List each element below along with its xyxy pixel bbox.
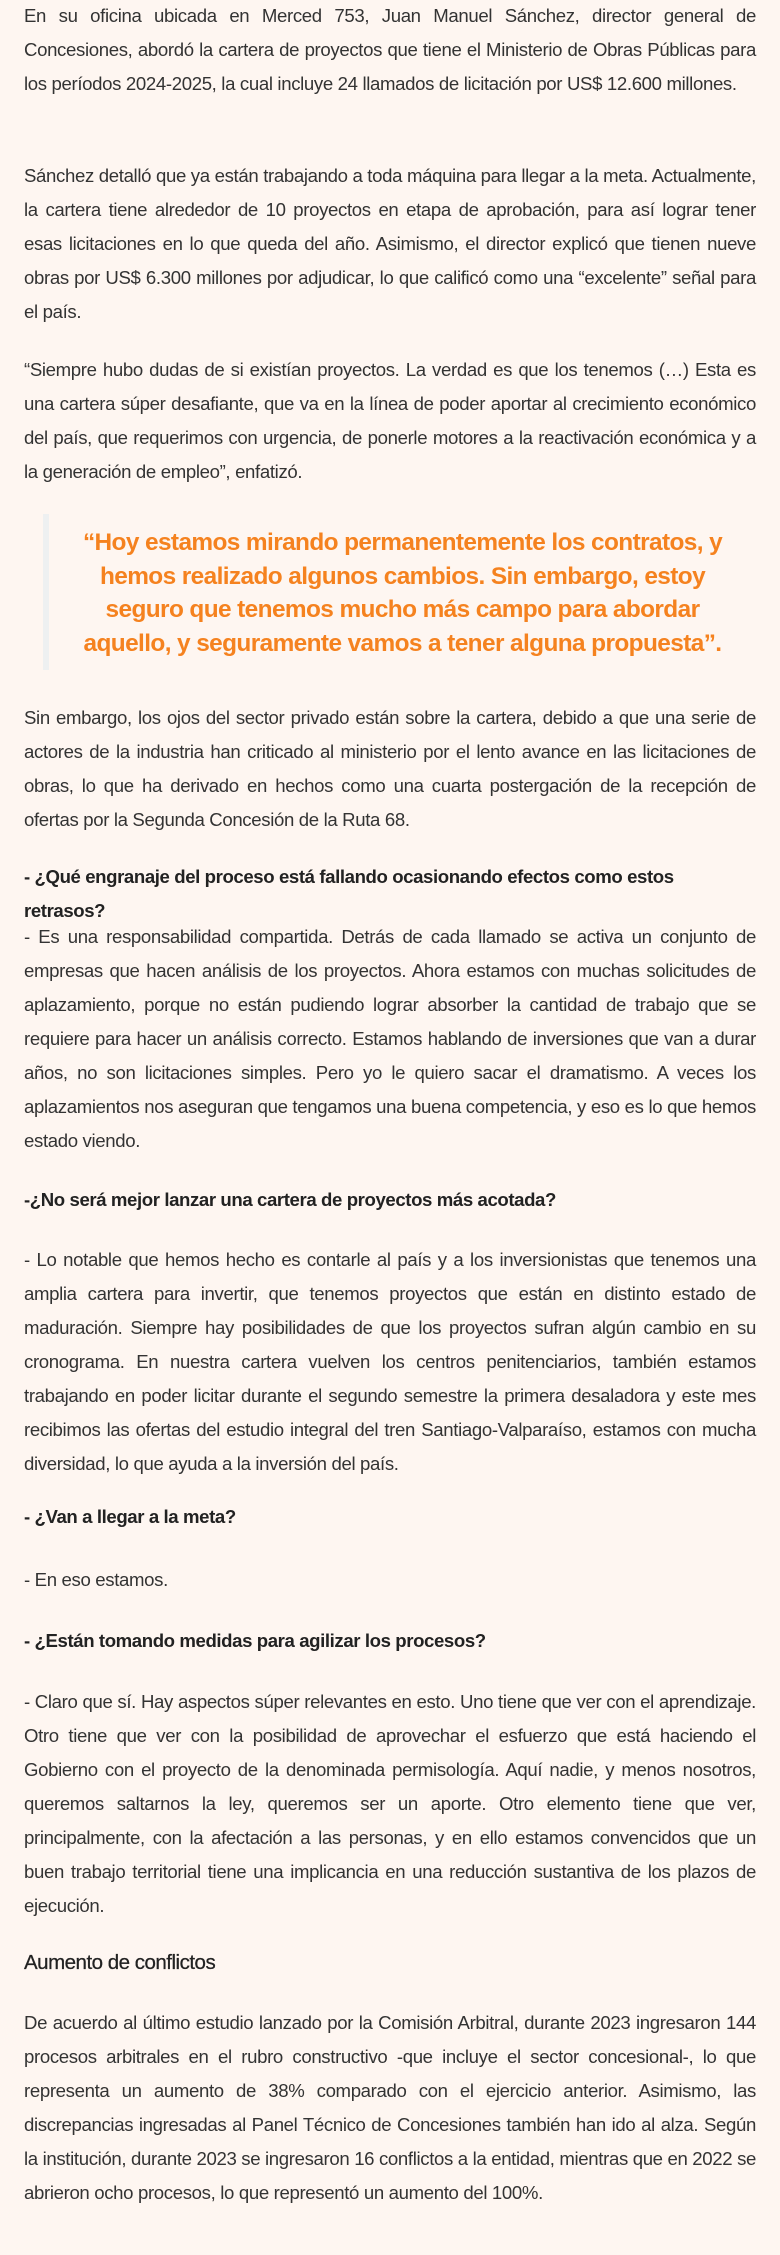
body-paragraph: Sánchez detalló que ya están trabajando a toda máquina para llegar a la meta. Actualmente, la cartera tiene alrededor de 10 proyectos en etapa de aprobación, para así lograr tener esas licitaciones en lo que queda del año. Asimismo, el director explicó que tienen nueve obras por US$ 6.300 millones por adjudicar, lo que calificó como una “excelente” señal para el país. (24, 165, 756, 322)
body-paragraph: De acuerdo al último estudio lanzado por la Comisión Arbitral, durante 2023 ingresaron 144 procesos arbitrales en el rubro constructivo -que incluye el sector concesional-, lo que representa un aumento de 38% comparado con el ejercicio anterior. Asimismo, las discrepancias ingresadas al Panel Técnico de Concesiones también han ido al alza. Según la institución, durante 2023 se ingresaron 16 conflictos a la entidad, mientras que en 2022 se abrieron ocho procesos, lo que representó un aumento del 100%. (24, 2012, 757, 2203)
body-paragraph: Sin embargo, los ojos del sector privado están sobre la cartera, debido a que una serie de actores de la industria han criticado al ministerio por el lento avance en las licitaciones de obras, lo que ha derivado en hechos como una cuarta postergación de la recepción de ofertas por la Segunda Concesión de la Ruta 68. (24, 707, 756, 830)
body-paragraph: “Siempre hubo dudas de si existían proyectos. La verdad es que los tenemos (…) Esta es una cartera súper desafiante, que va en la línea de poder aportar al crecimiento económico del país, que requerimos con urgencia, de ponerle motores a la reactivación económica y a la generación de empleo”, enfatizó. (24, 359, 756, 482)
interview-answer: - Es una responsabilidad compartida. Detrás de cada llamado se activa un conjunto de empresas que hacen análisis de los proyectos. Ahora estamos con muchas solicitudes de aplazamiento, porque no están pudiendo lograr absorber la cantidad de trabajo que se requiere para hacer un análisis correcto. Estamos hablando de inversiones que van a durar años, no son licitaciones simples. Pero yo le quiero sacar el dramatismo. A veces los aplazamientos nos aseguran que tengamos una buena competencia, y eso es lo que hemos estado viendo. (24, 926, 756, 1151)
interview-question: - ¿Están tomando medidas para agilizar los procesos? (24, 1630, 486, 1651)
interview-question: - ¿Qué engranaje del proceso está fallando ocasionando efectos como estos retrasos? (24, 866, 674, 921)
interview-answer: - Claro que sí. Hay aspectos súper relevantes en esto. Uno tiene que ver con el aprendizaje. Otro tiene que ver con la posibilidad de aprovechar el esfuerzo que está haciendo el Gobierno con el proyecto de la denominada permisología. Aquí nadie, y menos nosotros, queremos saltarnos la ley, queremos ser un aporte. Otro elemento tiene que ver, principalmente, con la afectación a las personas, y en ello estamos convencidos que un buen trabajo territorial tiene una implicancia en una reducción sustantiva de los plazos de ejecución. (24, 1691, 756, 1916)
interview-question: -¿No será mejor lanzar una cartera de proyectos más acotada? (24, 1189, 556, 1210)
section-heading: Aumento de conflictos (24, 1951, 216, 1974)
pull-quote: “Hoy estamos mirando permanentemente los contratos, y hemos realizado algunos cambios. Sin embargo, estoy seguro que tenemos mucho más campo para abordar aquello, y seguramente vamos a tener alguna propuesta”. (43, 514, 756, 670)
interview-answer: - En eso estamos. (24, 1569, 168, 1590)
interview-question: - ¿Van a llegar a la meta? (24, 1506, 236, 1527)
interview-answer: - Lo notable que hemos hecho es contarle al país y a los inversionistas que tenemos una amplia cartera para invertir, que tenemos proyectos que están en distinto estado de maduración. Siempre hay posibilidades de que los proyectos sufran algún cambio en su cronograma. En nuestra cartera vuelven los centros penitenciarios, también estamos trabajando en poder licitar durante el segundo semestre la primera desaladora y este mes recibimos las ofertas del estudio integral del tren Santiago-Valparaíso, estamos con mucha diversidad, lo que ayuda a la inversión del país. (24, 1249, 756, 1474)
intro-paragraph: En su oficina ubicada en Merced 753, Juan Manuel Sánchez, director general de Concesiones, abordó la cartera de proyectos que tiene el Ministerio de Obras Públicas para los períodos 2024-2025, la cual incluye 24 llamados de licitación por US$ 12.600 millones. (24, 5, 756, 94)
